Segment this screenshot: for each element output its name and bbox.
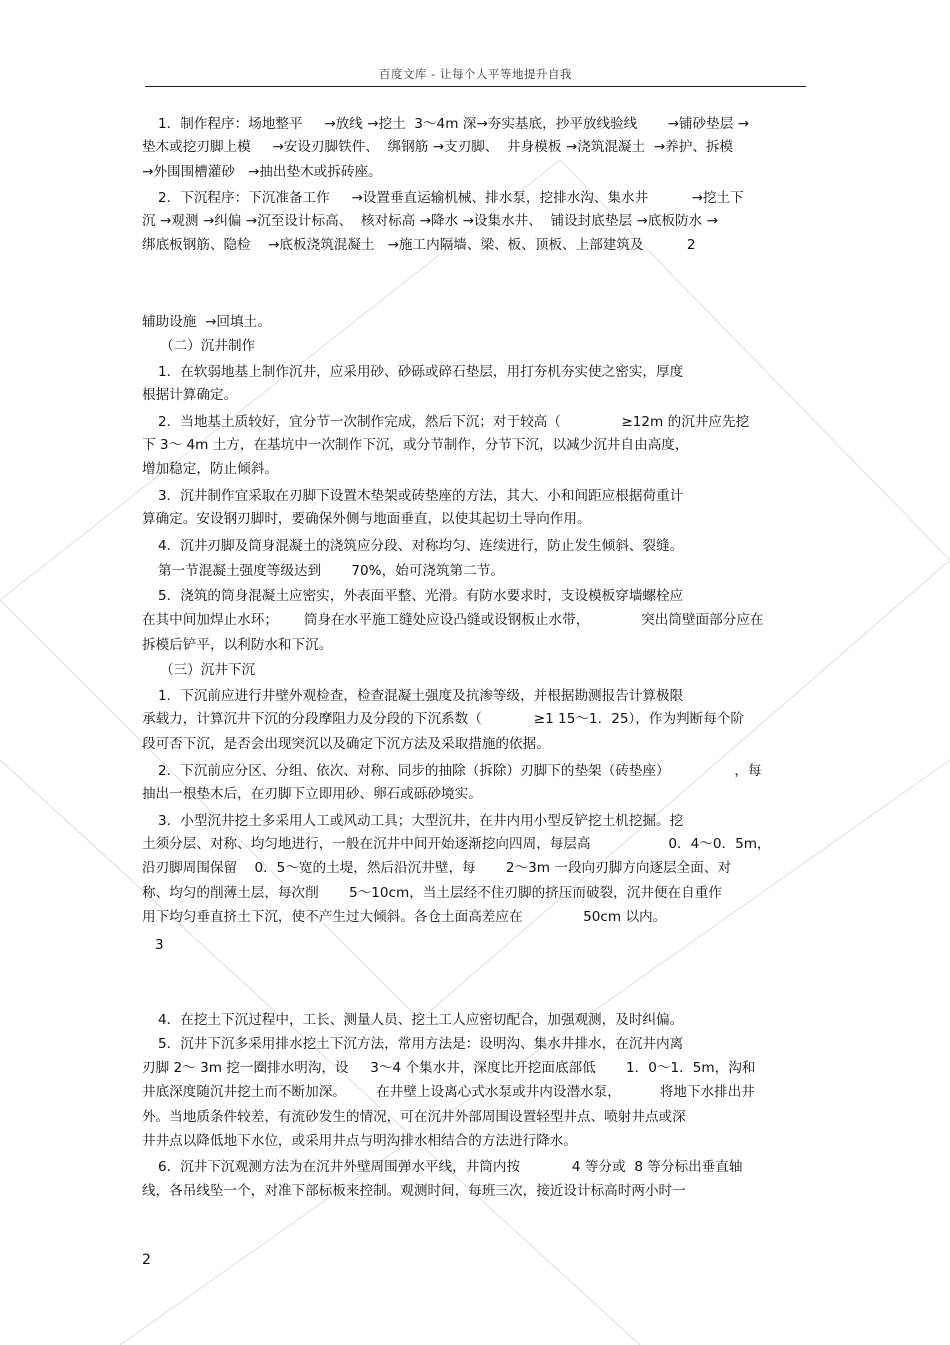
text-line: （三）沉井下沉	[160, 662, 256, 678]
text-line: 井井点以降低地下水位，或采用井点与明沟排水相结合的方法进行降水。	[142, 1133, 577, 1149]
text-line: 增加稳定，防止倾斜。	[142, 461, 278, 477]
text-line: 3	[155, 937, 164, 953]
text-line: →外围围槽灌砂 →抽出垫木或拆砖座。	[142, 164, 382, 180]
text-line: 垫木或挖刃脚上模 →安设刃脚铁件、 绑钢筋 →支刃脚、 井身模板 →浇筑混凝土 →养护、拆模	[142, 139, 734, 155]
text-line: 外。当地质条件较差，有流砂发生的情况，可在沉井外部周围设置轻型井点、喷射井点或深	[142, 1109, 686, 1125]
text-line: 土须分层、对称、均匀地进行，一般在沉井中间开始逐渐挖向四周，每层高 0．4～0．5m，	[142, 836, 771, 852]
text-line: 1．在软弱地基上制作沉井，应采用砂、砂砾或碎石垫层，用打夯机夯实使之密实，厚度	[158, 364, 684, 380]
text-line: 1．制作程序：场地整平 →放线 →挖土 3～4m 深→夯实基底，抄平放线验线 →铺砂垫层 →	[158, 116, 750, 132]
text-line: 刃脚 2～ 3m 挖一圈排水明沟，设 3～4 个集水井，深度比开挖面底部低 1．0～1．5m，沟和	[142, 1060, 756, 1076]
text-line: 4．在挖土下沉过程中，工长、测量人员、挖土工人应密切配合，加强观测，及时纠偏。	[158, 1012, 684, 1028]
text-line: 根据计算确定。	[142, 387, 238, 403]
text-line: 绑底板钢筋、隐检 →底板浇筑混凝土 →施工内隔墙、梁、板、顶板、上部建筑及 2	[142, 237, 696, 253]
text-line: 算确定。安设钢刃脚时，要确保外侧与地面垂直，以使其起切土导向作用。	[142, 511, 591, 527]
text-line: 沿刃脚周围保留 0．5～宽的土堤，然后沿沉井壁，每 2～3m 一段向刃脚方向逐层全面、对	[142, 860, 732, 876]
text-line: 5．浇筑的筒身混凝土应密实，外表面平整、光滑。有防水要求时，支设模板穿墙螺栓应	[158, 588, 684, 604]
text-line: 沉 →观测 →纠偏 →沉至设计标高、 核对标高 →降水 →设集水井、 铺设封底垫层 →底板防水 →	[142, 213, 718, 229]
text-line: 5．沉井下沉多采用排水挖土下沉方法，常用方法是：设明沟、集水井排水，在沉井内离	[158, 1036, 684, 1052]
text-line: 段可否下沉，是否会出现突沉以及确定下沉方法及采取措施的依据。	[142, 736, 550, 752]
page-number: 2	[142, 1252, 151, 1268]
text-line: 抽出一根垫木后，在刃脚下立即用砂、卵石或砾砂境实。	[142, 786, 482, 802]
page-header: 百度文库 - 让每个人平等地提升自我	[379, 67, 572, 81]
text-line: 称、均匀的削薄土层，每次削 5～10cm，当土层经不住刃脚的挤压而破裂，沉井便在自重作	[142, 885, 722, 901]
text-line: 第一节混凝土强度等级达到 70%，始可浇筑第二节。	[158, 563, 504, 579]
text-line: 2．当地基土质较好，宜分节一次制作完成，然后下沉；对于较高（ ≥12m 的沉井应先挖	[158, 414, 750, 430]
text-line: 井底深度随沉井挖土而不断加深。 在井壁上设离心式水泵或井内设潜水泵， 将地下水排出井	[142, 1084, 755, 1100]
text-line: 6．沉井下沉观测方法为在沉井外壁周围弹水平线，井筒内按 4 等分或 8 等分标出垂直轴	[158, 1159, 743, 1175]
text-line: 4．沉井刃脚及筒身混凝土的浇筑应分段、对称均匀、连续进行，防止发生倾斜、裂缝。	[158, 538, 684, 554]
text-line: 1．下沉前应进行井壁外观检查，检查混凝土强度及抗渗等级，并根据勘测报告计算极限	[158, 688, 684, 704]
text-line: 2．下沉程序：下沉准备工作 →设置垂直运输机械、排水泵，挖排水沟、集水井 →挖土下	[158, 190, 744, 206]
text-line: 用下均匀垂直挤土下沉，使不产生过大倾斜。各仓土面高差应在 50cm 以内。	[142, 909, 667, 925]
text-line: （二）沉井制作	[160, 338, 256, 354]
text-line: 承载力，计算沉井下沉的分段摩阻力及分段的下沉系数（ ≥1 15～1．25），作为判断每个阶	[142, 711, 745, 727]
text-line: 2．下沉前应分区、分组、依次、对称、同步的抽除（拆除）刃脚下的垫架（砖垫座） ，每	[158, 763, 762, 779]
text-line: 3．沉井制作宜采取在刃脚下设置木垫架或砖垫座的方法，其大、小和间距应根据荷重计	[158, 488, 684, 504]
text-line: 下 3～ 4m 土方，在基坑中一次制作下沉，或分节制作，分节下沉，以减少沉井自由高度，	[142, 437, 689, 453]
text-line: 在其中间加焊止水环； 筒身在水平施工缝处应设凸缝或设钢板止水带， 突出筒壁面部分应在	[142, 612, 764, 628]
text-line: 线，各吊线坠一个，对准下部标板来控制。观测时间，每班三次，接近设计标高时两小时一	[142, 1183, 686, 1199]
text-line: 拆模后铲平，以利防水和下沉。	[142, 637, 333, 653]
text-line: 辅助设施 →回填土。	[142, 314, 271, 330]
header-divider	[145, 86, 806, 87]
text-line: 3．小型沉井挖土多采用人工或风动工具；大型沉井，在井内用小型反铲挖土机挖掘。挖	[158, 813, 684, 829]
